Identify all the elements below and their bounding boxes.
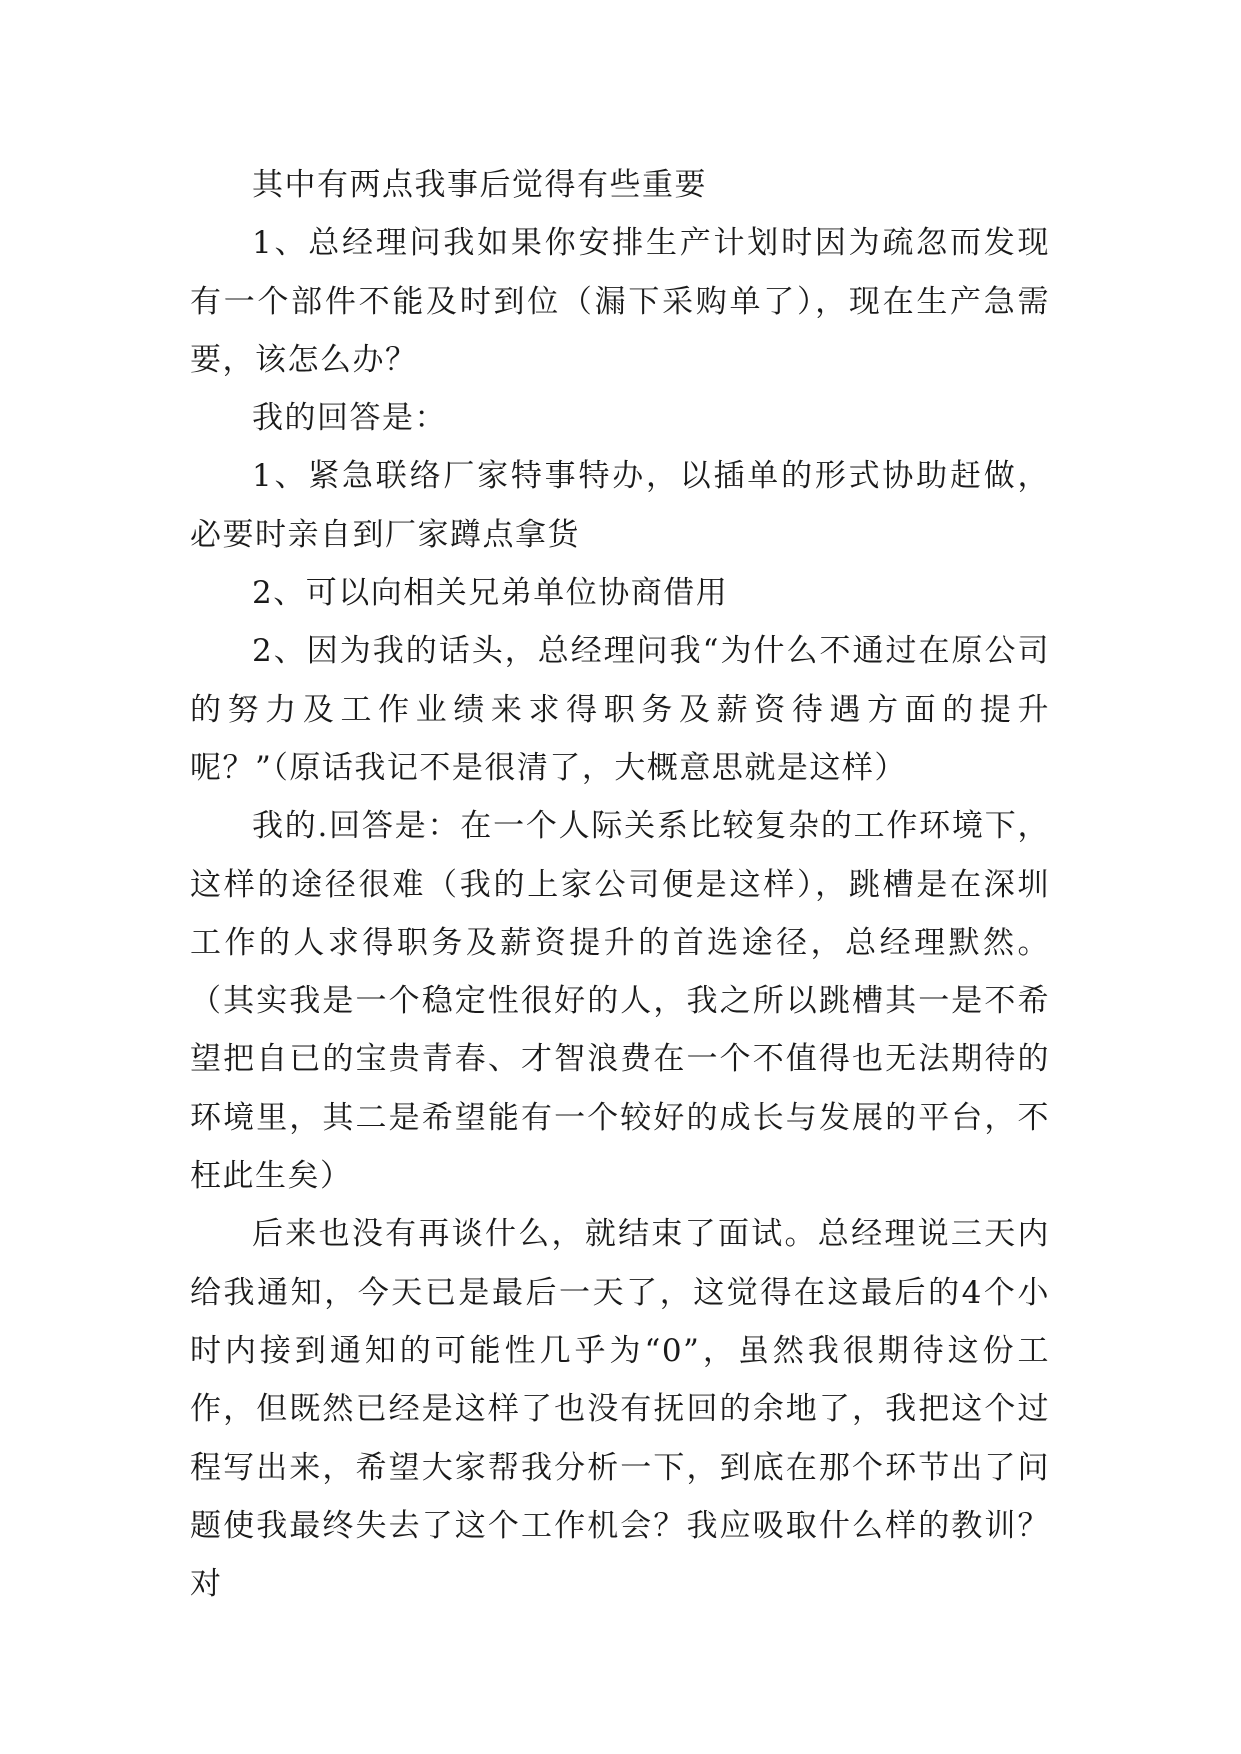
document-body [190, 156, 1050, 1613]
paragraph: 我的回答是： [252, 400, 447, 437]
paragraph: 2、因为我的话头，总经理问我“为什么不通过在原公司的努力及工作业绩来求得职务及薪资待遇方面的提升呢？”（原话我记不是很清了，大概意思就是这样） [190, 633, 1050, 786]
paragraph: 1、总经理问我如果你安排生产计划时因为疏忽而发现有一个部件不能及时到位（漏下采购单了），现在生产急需要，该怎么办？ [190, 225, 1050, 378]
paragraph: 后来也没有再谈什么，就结束了面试。总经理说三天内给我通知，今天已是最后一天了，这觉得在这最后的4个小时内接到通知的可能性几乎为“0”，虽然我很期待这份工作，但既然已经是这样了也没有抚回的余地了，我把这个过程写出来，希望大家帮我分析一下，到底在那个环节出了问题使我最终失去了这个工作机会？我应吸取什么样的教训？对 [190, 1216, 1050, 1603]
paragraph: 其中有两点我事后觉得有些重要 [252, 167, 707, 203]
paragraph: 我的.回答是：在一个人际关系比较复杂的工作环境下，这样的途径很难（我的上家公司便是这样），跳槽是在深圳工作的人求得职务及薪资提升的首选途径，总经理默然。（其实我是一个稳定性很好的人，我之所以跳槽其一是不希望把自已的宝贵青春、才智浪费在一个不值得也无法期待的环境里，其二是希望能有一个较好的成长与发展的平台，不枉此生矣） [190, 808, 1050, 1195]
paragraph: 2、可以向相关兄弟单位协商借用 [252, 575, 729, 612]
paragraph: 1、紧急联络厂家特事特办，以插单的形式协助赶做，必要时亲自到厂家蹲点拿货 [190, 458, 1050, 553]
